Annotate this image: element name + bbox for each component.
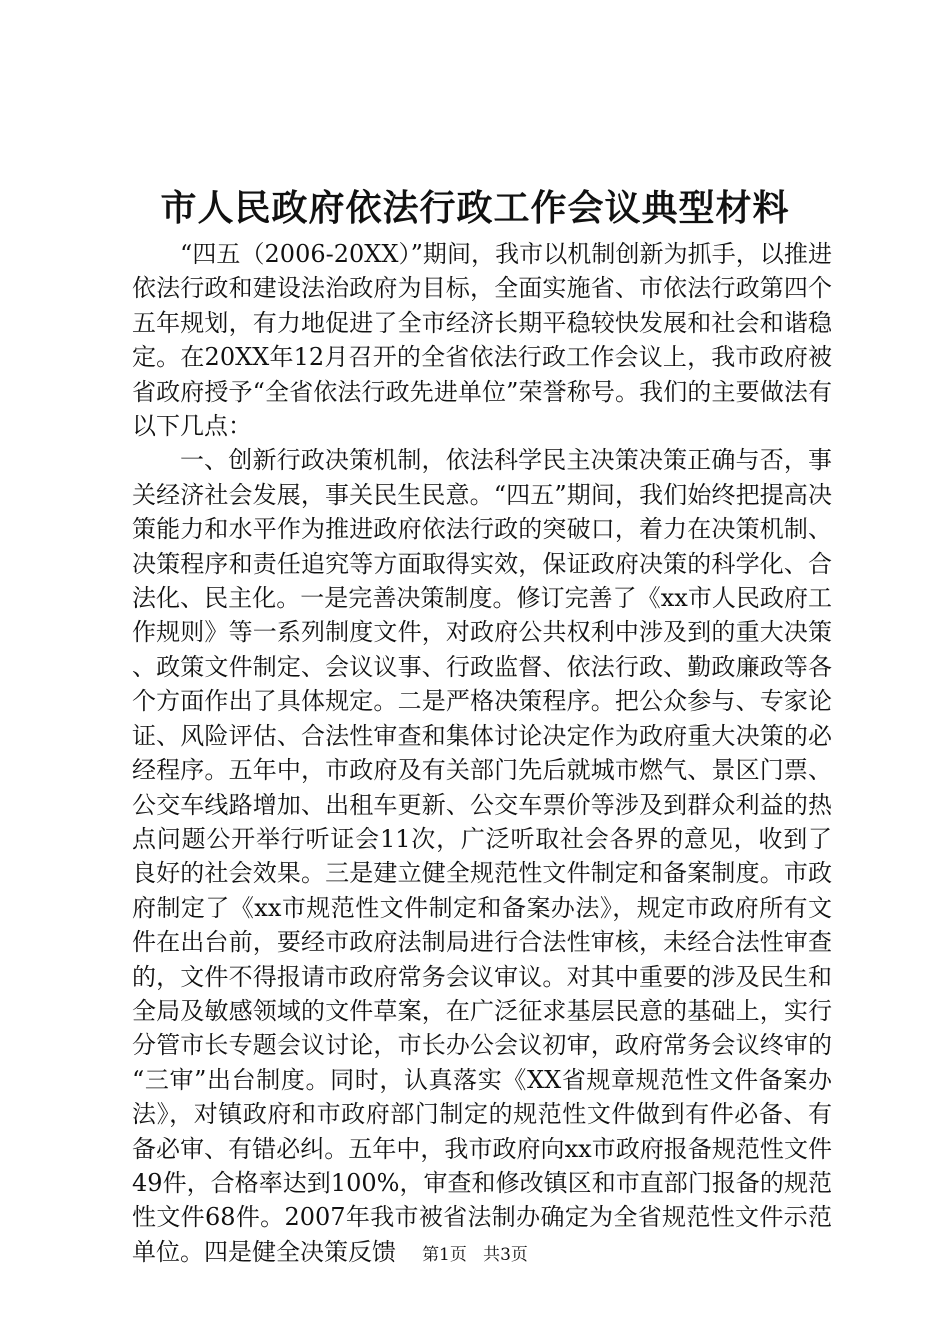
page-number: 第1页 xyxy=(422,1245,467,1265)
document-body xyxy=(132,237,832,1269)
total-pages: 共3页 xyxy=(483,1245,528,1265)
intro-paragraph: “四五（2006-20XX）”期间，我市以机制创新为抓手，以推进依法行政和建设法治政府为目标，全面实施省、市依法行政第四个五年规划，有力地促进了全市经济长期平稳较快发展和社会和谐稳定。在20XX年12月召开的全省依法行政工作会议上，我市政府被省政府授予“全省依法行政先进单位”荣誉称号。我们的主要做法有以下几点： xyxy=(132,240,832,441)
footer-spacer xyxy=(472,1245,477,1265)
document-title: 市人民政府依法行政工作会议典型材料 xyxy=(160,187,790,229)
section-one-paragraph: 一、创新行政决策机制，依法科学民主决策决策正确与否，事关经济社会发展，事关民生民意。“四五”期间，我们始终把提高决策能力和水平作为推进政府依法行政的突破口，着力在决策机制、决策程序和责任追究等方面取得实效，保证政府决策的科学化、合法化、民主化。一是完善决策制度。修订完善了《xx市人民政府工作规则》等一系列制度文件，对政府公共权利中涉及到的重大决策、政策文件制定、会议议事、行政监督、依法行政、勤政廉政等各个方面作出了具体规定。二是严格决策程序。把公众参与、专家论证、风险评估、合法性审查和集体讨论决定作为政府重大决策的必经程序。五年中，市政府及有关部门先后就城市燃气、景区门票、公交车线路增加、出租车更新、公交车票价等涉及到群众利益的热点问题公开举行听证会11次，广泛听取社会各界的意见，收到了良好的社会效果。三是建立健全规范性文件制定和备案制度。市政府制定了《xx市规范性文件制定和备案办法》，规定市政府所有文件在出台前，要经市政府法制局进行合法性审核，未经合法性审查的，文件不得报请市政府常务会议审议。对其中重要的涉及民生和全局及敏感领域的文件草案，在广泛征求基层民意的基础上，实行分管市长专题会议讨论，市长办公会议初审，政府常务会议终审的“三审”出台制度。同时，认真落实《XX省规章规范性文件备案办法》，对镇政府和市政府部门制定的规范性文件做到有件必备、有备必审、有错必纠。五年中，我市政府向xx市政府报备规范性文件49件，合格率达到100%，审查和修改镇区和市直部门报备的规范性文件68件。2007年我市被省法制办确定为全省规范性文件示范单位。四是健全决策反馈 xyxy=(132,446,832,1266)
page-footer xyxy=(0,1243,950,1267)
